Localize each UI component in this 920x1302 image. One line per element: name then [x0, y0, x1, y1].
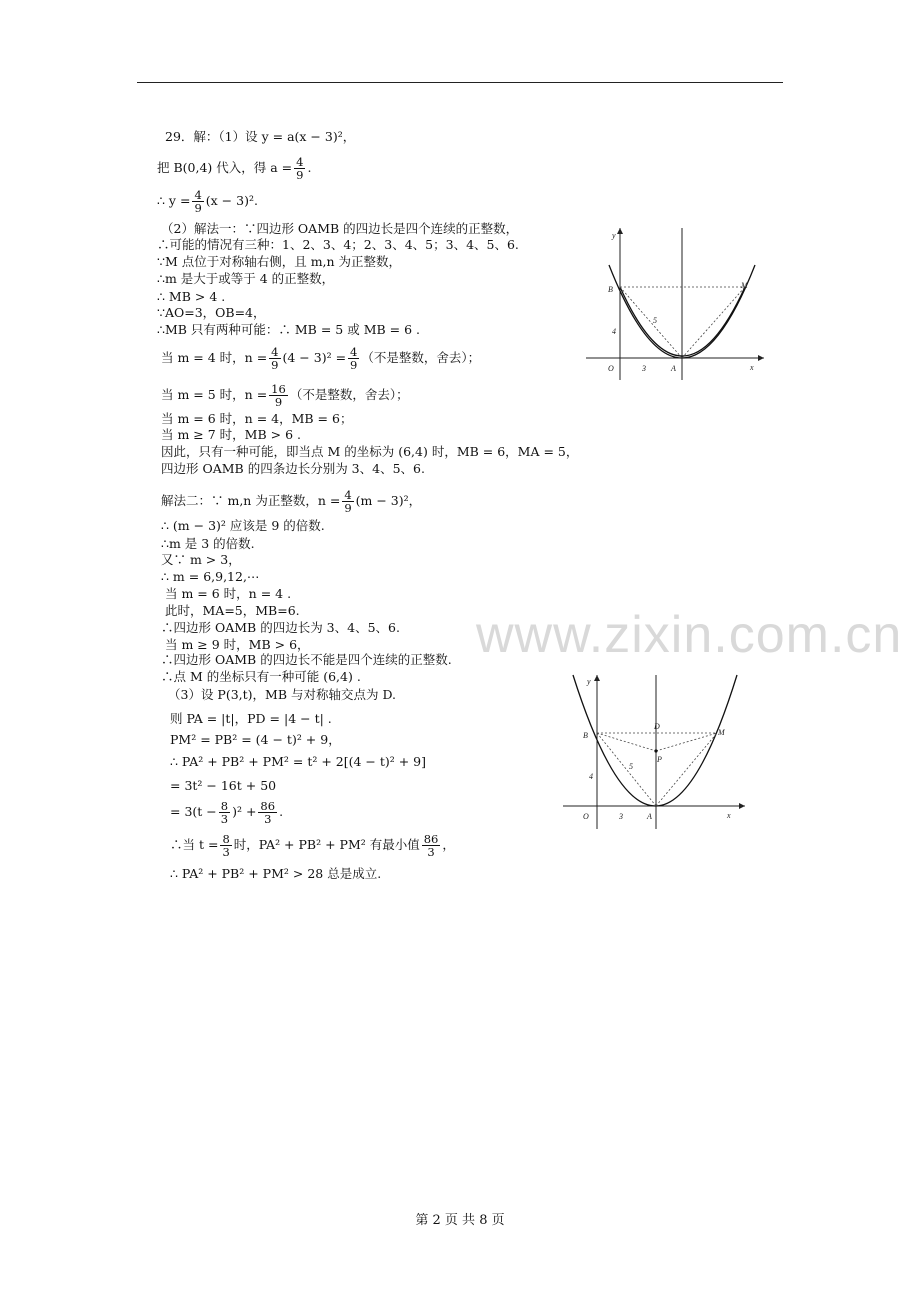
fraction: $\frac{4}{9}$	[344, 488, 352, 515]
text-line: ∴ y = $\frac{4}{9}$ (x − 3)².	[157, 188, 258, 215]
text-line: 四边形 OAMB 的四条边长分别为 3、4、5、6.	[161, 461, 425, 476]
text-line: 当 m = 6 时，n = 4，MB = 6；	[161, 411, 353, 426]
text-line: ∴点 M 的坐标只有一种可能 (6,4) .	[161, 669, 361, 684]
figure-parabola-2	[559, 671, 749, 831]
x-axis-arrow	[739, 803, 745, 809]
text-line: 则 PA = |t|，PD = |4 − t| .	[170, 711, 332, 726]
label-m: M	[718, 728, 725, 737]
text-line: 29．解：（1）设 y = a(x − 3)²，	[165, 129, 356, 144]
fraction: $\frac{4}{9}$	[296, 155, 304, 182]
label-p: P	[657, 755, 662, 764]
fraction: $\frac{4}{9}$	[271, 345, 279, 372]
text-line: （2）解法一：∵四边形 OAMB 的四边长是四个连续的正整数，	[161, 221, 519, 236]
text-line: ∴ (m − 3)² 应该是 9 的倍数.	[161, 518, 325, 533]
text-line: ∴ MB > 4 .	[157, 289, 226, 304]
label-x: x	[727, 811, 731, 820]
text-line: 当 m ≥ 7 时，MB > 6 .	[161, 427, 301, 442]
text-line: = 3t² − 16t + 50	[170, 778, 277, 793]
x-axis-arrow	[758, 355, 764, 361]
text-line: ∴m 是大于或等于 4 的正整数，	[157, 271, 335, 286]
label-three: 3	[642, 364, 646, 373]
label-five: 5	[653, 316, 657, 325]
text-line: ∴四边形 OAMB 的四边长为 3、4、5、6.	[161, 620, 400, 635]
label-o: O	[583, 812, 589, 821]
label-o: O	[608, 364, 614, 373]
text-line: ∴可能的情况有三种：1、2、3、4；2、3、4、5；3、4、5、6.	[157, 237, 519, 252]
label-y: y	[612, 231, 616, 240]
text-line: ∴ PA² + PB² + PM² > 28 总是成立.	[170, 866, 382, 881]
label-four: 4	[589, 772, 593, 781]
segment-am	[656, 733, 717, 806]
fraction: $\frac{16}{9}$	[271, 382, 286, 409]
text-line: 把 B(0,4) 代入，得 a = $\frac{4}{9}$ .	[157, 155, 312, 182]
text-line: ∴ PA² + PB² + PM² = t² + 2[(4 − t)² + 9]	[170, 754, 427, 769]
segment-pm	[656, 733, 717, 751]
text-line: 当 m ≥ 9 时，MB > 6，	[165, 637, 310, 652]
text-line: 又∵ m > 3，	[161, 552, 241, 567]
label-x: x	[750, 363, 754, 372]
segment-am	[682, 287, 745, 358]
text-line: 当 m = 5 时，n = $\frac{16}{9}$ （不是整数，舍去）；	[161, 382, 409, 409]
fraction: $\frac{8}{3}$	[222, 832, 230, 859]
point-p	[654, 749, 657, 752]
label-b: B	[583, 731, 588, 740]
fraction: $\frac{4}{9}$	[194, 188, 202, 215]
text-line: （3）设 P(3,t)，MB 与对称轴交点为 D.	[168, 687, 397, 702]
text-line: ∴MB 只有两种可能：∴ MB = 5 或 MB = 6 .	[157, 322, 420, 337]
figure-parabola-1	[578, 222, 768, 382]
label-three: 3	[619, 812, 623, 821]
text-line: ∴当 t = $\frac{8}{3}$ 时，PA² + PB² + PM² 有最小值 $\frac{86}{3}$ ，	[170, 832, 455, 859]
text-line: ∵M 点位于对称轴右侧，且 m,n 为正整数，	[157, 254, 402, 269]
parabola	[573, 675, 737, 806]
segment-ba	[620, 287, 682, 358]
label-d: D	[654, 722, 660, 731]
fraction: $\frac{86}{3}$	[260, 799, 276, 826]
text-line: 当 m = 4 时，n = $\frac{4}{9}$ (4 − 3)² = $\frac{4}{9}$ （不是整数，舍去）；	[161, 345, 481, 372]
segment-ba	[597, 733, 656, 806]
text-line: 此时，MA=5，MB=6.	[165, 603, 300, 618]
text-line: ∴m 是 3 的倍数.	[161, 536, 255, 551]
text-line: 解法二：∵ m,n 为正整数，n = $\frac{4}{9}$ (m − 3)²，	[161, 488, 422, 515]
label-a: A	[647, 812, 652, 821]
label-five: 5	[629, 762, 633, 771]
fraction: $\frac{8}{3}$	[220, 799, 229, 826]
label-m: M	[741, 281, 748, 290]
label-four: 4	[612, 327, 616, 336]
text-line: 当 m = 6 时，n = 4 .	[165, 586, 292, 601]
text-line: ∴ m = 6,9,12,⋯	[161, 569, 260, 584]
watermark: www.zixin.com.cn	[476, 606, 903, 664]
label-y: y	[587, 677, 591, 686]
text-line: 因此，只有一种可能，即当点 M 的坐标为 (6,4) 时，MB = 6，MA = 5，	[161, 444, 579, 459]
text-line: = 3(t − $\frac{8}{3}$ )² + $\frac{86}{3}$ .	[170, 799, 284, 826]
y-axis-arrow	[594, 675, 600, 681]
page-footer: 第 2 页 共 8 页	[415, 1213, 505, 1228]
fraction: $\frac{86}{3}$	[423, 832, 439, 859]
text-line: ∴四边形 OAMB 的四边长不能是四个连续的正整数.	[161, 652, 452, 667]
fraction: $\frac{4}{9}$	[350, 345, 358, 372]
label-b: B	[608, 285, 613, 294]
header-rule	[137, 82, 783, 83]
y-axis-arrow	[617, 228, 623, 234]
text-line: ∵AO=3，OB=4，	[157, 305, 266, 320]
segment-bp	[597, 733, 656, 751]
text-line: PM² = PB² = (4 − t)² + 9，	[170, 732, 341, 747]
label-a: A	[671, 364, 676, 373]
